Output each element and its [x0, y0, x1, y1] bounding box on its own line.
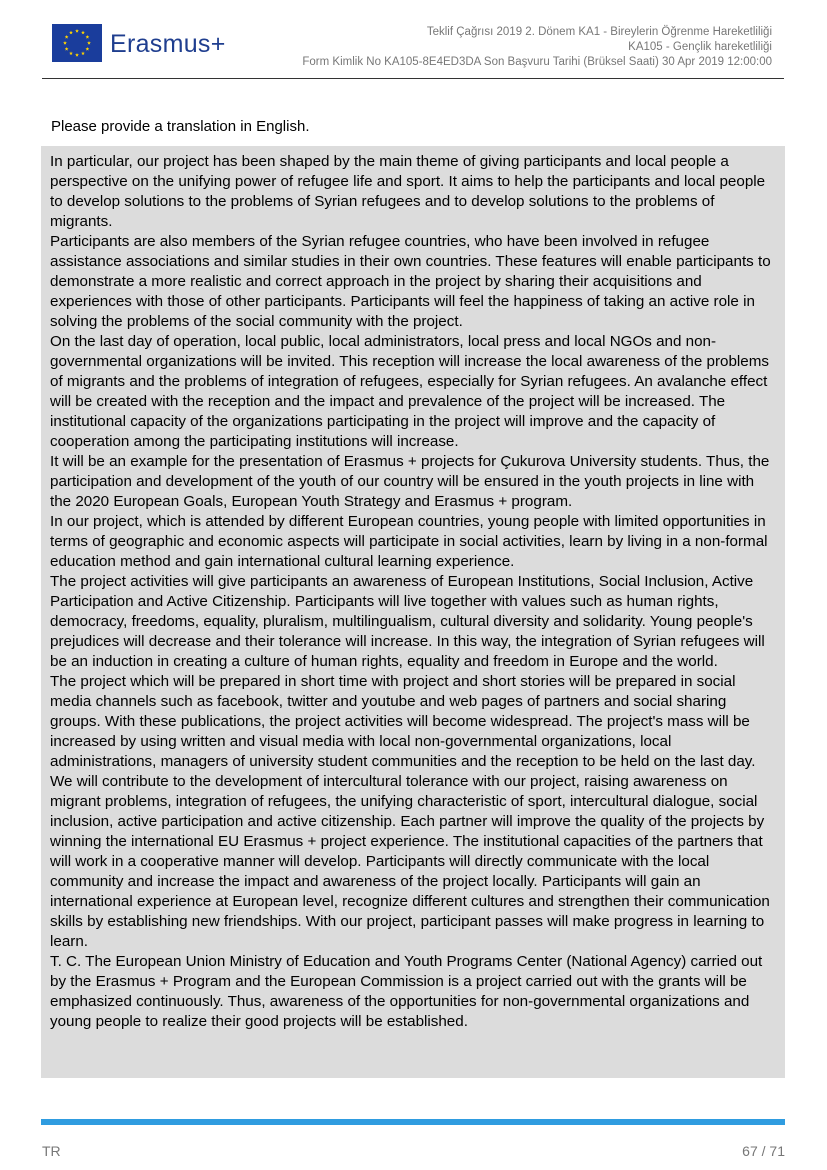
answer-paragraph: In our project, which is attended by different European countries, young people with limited opportunities in terms of geographic and economic aspects will participate in social activities, learn by living in a non-formal education method and gain international cultural learning experience.: [50, 513, 768, 570]
header-info: [302, 25, 772, 70]
answer-paragraph: On the last day of operation, local public, local administrators, local press and local NGOs and non-governmental organizations will be invited. This reception will increase the local awareness of the problems of migrants and the problems of integration of refugees, especially for Syrian refugees. An avalanche effect will be created with the reception and the impact and prevalence of the project will be increased. The institutional capacity of the organizations participating in the project will improve and the capacity of cooperation among the participating institutions will increase.: [50, 333, 769, 450]
page-header: [42, 22, 784, 79]
answer-paragraph: The project which will be prepared in short time with project and short stories will be prepared in social media channels such as facebook, twitter and youtube and web pages of partners and social sharing groups. With these publications, the project activities will become widespread. The project's mass will be increased by using written and visual media with local non-governmental organizations, local administrations, managers of university student communities and the reception to be held on the last day.: [50, 673, 756, 770]
answer-paragraph: The project activities will give participants an awareness of European Institutions, Social Inclusion, Active Participation and Active Citizenship. Participants will live together with values such as human rights, democracy, freedoms, equality, pluralism, multilingualism, cultural diversity and solidarity. Young people's prejudices will decrease and their tolerance will increase. In this way, the integration of Syrian refugees will be an induction in creating a culture of human rights, equality and freedom in Europe and the world.: [50, 573, 765, 670]
answer-paragraph: It will be an example for the presentation of Erasmus + projects for Çukurova University students. Thus, the participation and development of the youth of our country will be ensured in the youth projects in line with the 2020 European Goals, European Youth Strategy and Erasmus + program.: [50, 453, 770, 510]
answer-text-box: [41, 146, 785, 1078]
footer-divider: [41, 1119, 785, 1125]
answer-paragraph: In particular, our project has been shaped by the main theme of giving participants and local people a perspective on the unifying power of refugee life and sport. It aims to help the participants and local people to develop solutions to the problems of Syrian refugees and to develop solutions to the problems of migrants.: [50, 153, 766, 230]
answer-paragraph: T. C. The European Union Ministry of Education and Youth Programs Center (National Agency) carried out by the Erasmus + Program and the European Commission is a project carried out with the grants will be emphasized continuously. Thus, awareness of the opportunities for non-governmental organizations and young people to realize their good projects will be established.: [50, 953, 763, 1030]
erasmus-logo: [52, 24, 242, 68]
eu-flag-icon: [52, 24, 102, 62]
page-number: 67 / 71: [742, 1143, 785, 1159]
form-id-deadline: Form Kimlik No KA105-8E4ED3DA Son Başvuru Tarihi (Brüksel Saati) 30 Apr 2019 12:00:00: [302, 56, 772, 68]
translation-prompt: Please provide a translation in English.: [51, 118, 310, 135]
logo-text: Erasmus+: [110, 30, 226, 58]
action-type: KA105 - Gençlik hareketliliği: [628, 41, 772, 53]
answer-paragraph: Participants are also members of the Syrian refugee countries, who have been involved in refugee assistance associations and similar studies in their own countries. These features will enable participants to demonstrate a more realistic and correct approach in the project by sharing their acquisitions and experiences with those of other participants. Participants will feel the happiness of taking an active role in solving the problems of the social community with the project.: [50, 233, 771, 330]
country-code: TR: [42, 1143, 61, 1159]
call-title: Teklif Çağrısı 2019 2. Dönem KA1 - Bireylerin Öğrenme Hareketliliği: [426, 26, 772, 38]
answer-paragraph: We will contribute to the development of intercultural tolerance with our project, raising awareness on migrant problems, integration of refugees, the unifying characteristic of sport, intercultural dialogue, social inclusion, active participation and active citizenship. Each partner will improve the quality of the projects by winning the international EU Erasmus + project experience. The institutional capacities of the partners that will work in a cooperative manner will develop. Participants will directly communicate with the local community and increase the impact and awareness of the project locally. Participants will gain an international experience at European level, recognize different cultures and strengthen their communication skills by establishing new friendships. With our project, participant passes will make progress in learning to learn.: [50, 773, 770, 950]
